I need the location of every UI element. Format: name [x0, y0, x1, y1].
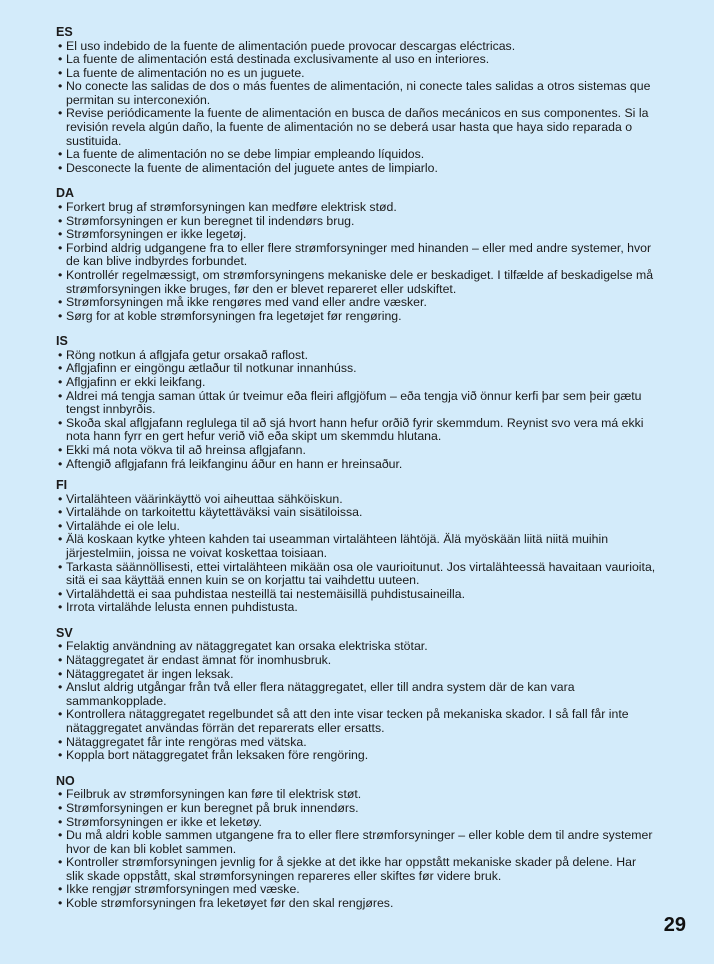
instruction-list	[56, 493, 656, 615]
bullet-icon: •	[58, 347, 63, 362]
list-item: • Kontrollera nätaggregatet regelbundet så att den inte visar tecken på mekaniska skador. I så fall får inte nätaggregatet användas förrän det reparerats eller ersatts.	[58, 707, 629, 736]
list-item: • Anslut aldrig utgångar från två eller flera nätaggregatet, eller till andra system där de kan vara sammankopplade.	[58, 680, 575, 708]
section-da	[56, 187, 656, 323]
list-item: • Forbind aldrig udgangene fra to eller flere strømforsyninger med hinanden – eller med andre systemer, hvor de kan blive indbyrdes forbundet.	[58, 240, 652, 269]
language-heading: NO	[56, 773, 75, 788]
list-item: • El uso indebido de la fuente de alimentación puede provocar descargas eléctricas.	[58, 38, 516, 53]
list-item: • Röng notkun á aflgjafa getur orsakað raflost.	[58, 347, 308, 362]
list-item: • Koble strømforsyningen fra leketøyet før den skal rengjøres.	[58, 896, 394, 911]
list-item: • La fuente de alimentación no es un juguete.	[58, 65, 305, 80]
safety-instructions	[56, 26, 656, 923]
bullet-icon: •	[58, 707, 63, 722]
list-item: • Kontrollér regelmæssigt, om strømforsyningens mekaniske dele er beskadiget. I tilfælde af beskadigelse må strømforsyningen ikke bruges, før den er blevet repareret eller udskiftet.	[58, 267, 654, 296]
bullet-icon: •	[58, 896, 63, 911]
bullet-icon: •	[58, 734, 63, 749]
list-item: • Skoða skal aflgjafann reglulega til að sjá hvort hann hefur orðið fyrir skemmdum. Reynist svo vera má ekki nota hann fyrr en gert hefur verið við eða skipt um skemmdu hlutana.	[58, 415, 644, 444]
bullet-icon: •	[58, 52, 63, 67]
list-item: • Strømforsyningen er kun beregnet til indendørs brug.	[58, 213, 355, 228]
bullet-icon: •	[58, 800, 63, 815]
page-number: 29	[663, 914, 686, 936]
list-item: • La fuente de alimentación no se debe limpiar empleando líquidos.	[58, 147, 425, 162]
bullet-icon: •	[58, 855, 63, 870]
list-item: • Strømforsyningen er ikke legetøj.	[58, 227, 247, 242]
list-item: • Koppla bort nätaggregatet från leksaken före rengöring.	[58, 748, 369, 763]
list-item: • Revise periódicamente la fuente de alimentación en busca de daños mecánicos en sus componentes. Si la revisión revela algún daño, la fuente de alimentación no se deberá usar hasta que haya sido reparada o sustituida.	[58, 106, 649, 148]
list-item: • Aldrei má tengja saman úttak úr tveimur eða fleiri aflgjöfum – eða tengja við önnur kerfi þar sem þeir gætu tengst innbyrðis.	[58, 388, 642, 417]
list-item: • Virtalähde on tarkoitettu käytettäväksi vain sisätiloissa.	[58, 505, 363, 520]
list-item: • Kontroller strømforsyningen jevnlig for å sjekke at det ikke har oppstått mekaniske skader på delene. Har slik skade oppstått, skal strømforsyningen repareres eller skiftes før videre bruk.	[58, 855, 637, 883]
bullet-icon: •	[58, 518, 63, 533]
list-item: • Irrota virtalähde lelusta ennen puhdistusta.	[58, 600, 298, 615]
list-item: • Älä koskaan kytke yhteen kahden tai useamman virtalähteen lähtöjä. Älä myöskään liitä niitä muihin järjestelmiin, joissa ne voivat koskettaa toisiaan.	[58, 532, 609, 560]
section-no	[56, 775, 656, 911]
list-item: • Sørg for at koble strømforsyningen fra legetøjet før rengøring.	[58, 308, 402, 323]
bullet-icon: •	[58, 240, 63, 255]
bullet-icon: •	[58, 748, 63, 763]
list-item: • Strømforsyningen er kun beregnet på bruk innendørs.	[58, 800, 359, 815]
bullet-icon: •	[58, 787, 63, 802]
bullet-icon: •	[58, 295, 63, 310]
list-item: • Ekki má nota vökva til að hreinsa aflgjafann.	[58, 442, 306, 457]
bullet-icon: •	[58, 680, 63, 695]
list-item: • No conecte las salidas de dos o más fuentes de alimentación, ni conecte tales salidas a otros sistemas que permitan su interconexión.	[58, 79, 651, 107]
bullet-icon: •	[58, 559, 63, 574]
list-item: • Aftengið aflgjafann frá leikfanginu áður en hann er hreinsaður.	[58, 456, 403, 471]
bullet-icon: •	[58, 267, 63, 282]
section-is	[56, 335, 656, 471]
bullet-icon: •	[58, 106, 63, 121]
bullet-icon: •	[58, 79, 63, 94]
list-item: • Virtalähteen väärinkäyttö voi aiheuttaa sähköiskun.	[58, 491, 343, 506]
list-item: • Nätaggregatet är endast ämnat för inomhusbruk.	[58, 653, 332, 668]
language-heading: IS	[56, 334, 68, 349]
language-heading: ES	[56, 25, 73, 39]
list-item: • Strømforsyningen er ikke et leketøy.	[58, 814, 262, 829]
bullet-icon: •	[58, 388, 63, 403]
list-item: • Strømforsyningen må ikke rengøres med vand eller andre væsker.	[58, 295, 427, 310]
list-item: • Feilbruk av strømforsyningen kan føre til elektrisk støt.	[58, 787, 362, 802]
bullet-icon: •	[58, 505, 63, 520]
language-heading: SV	[56, 625, 73, 640]
list-item: • Desconecte la fuente de alimentación del juguete antes de limpiarlo.	[58, 160, 438, 175]
bullet-icon: •	[58, 160, 63, 175]
instruction-list	[56, 349, 656, 471]
bullet-icon: •	[58, 442, 63, 457]
instruction-list	[56, 788, 656, 910]
list-item: • Virtalähde ei ole lelu.	[58, 518, 180, 533]
bullet-icon: •	[58, 814, 63, 829]
bullet-icon: •	[58, 374, 63, 389]
bullet-icon: •	[58, 666, 63, 681]
instruction-list	[56, 640, 656, 762]
bullet-icon: •	[58, 456, 63, 471]
section-fi	[56, 479, 656, 615]
list-item: • Felaktig användning av nätaggregatet kan orsaka elektriska stötar.	[58, 639, 428, 654]
language-heading: FI	[56, 478, 68, 493]
bullet-icon: •	[58, 828, 63, 843]
list-item: • Tarkasta säännöllisesti, ettei virtalähteen mikään osa ole vaurioitunut. Jos virtalähteessä havaitaan vaurioita, sitä ei saa käyttää ennen kuin se on korjattu tai vaihdettu uuteen.	[58, 559, 656, 588]
list-item: • Forkert brug af strømforsyningen kan medføre elektrisk stød.	[58, 199, 397, 214]
bullet-icon: •	[58, 882, 63, 897]
bullet-icon: •	[58, 532, 63, 547]
bullet-icon: •	[58, 38, 63, 53]
bullet-icon: •	[58, 308, 63, 323]
list-item: • Nätaggregatet får inte rengöras med vätska.	[58, 734, 307, 749]
list-item: • La fuente de alimentación está destinada exclusivamente al uso en interiores.	[58, 52, 490, 67]
bullet-icon: •	[58, 415, 63, 430]
bullet-icon: •	[58, 361, 63, 376]
bullet-icon: •	[58, 586, 63, 601]
bullet-icon: •	[58, 213, 63, 228]
bullet-icon: •	[58, 639, 63, 654]
section-es	[56, 26, 656, 175]
bullet-icon: •	[58, 147, 63, 162]
bullet-icon: •	[58, 491, 63, 506]
list-item: • Virtalähdettä ei saa puhdistaa nesteillä tai nestemäisillä puhdistusaineilla.	[58, 586, 465, 601]
bullet-icon: •	[58, 600, 63, 615]
bullet-icon: •	[58, 653, 63, 668]
list-item: • Aflgjafinn er ekki leikfang.	[58, 374, 206, 389]
list-item: • Ikke rengjør strømforsyningen med væske.	[58, 882, 300, 897]
list-item: • Aflgjafinn er eingöngu ætlaður til notkunar innanhúss.	[58, 361, 357, 376]
language-heading: DA	[56, 186, 75, 201]
list-item: • Du må aldri koble sammen utgangene fra to eller flere strømforsyninger – eller koble dem til andre systemer hvor de kan bli koblet sammen.	[58, 828, 653, 856]
instruction-list	[56, 40, 656, 176]
bullet-icon: •	[58, 65, 63, 80]
section-sv	[56, 627, 656, 763]
list-item: • Nätaggregatet är ingen leksak.	[58, 666, 234, 681]
bullet-icon: •	[58, 199, 63, 214]
bullet-icon: •	[58, 227, 63, 242]
instruction-list	[56, 201, 656, 323]
